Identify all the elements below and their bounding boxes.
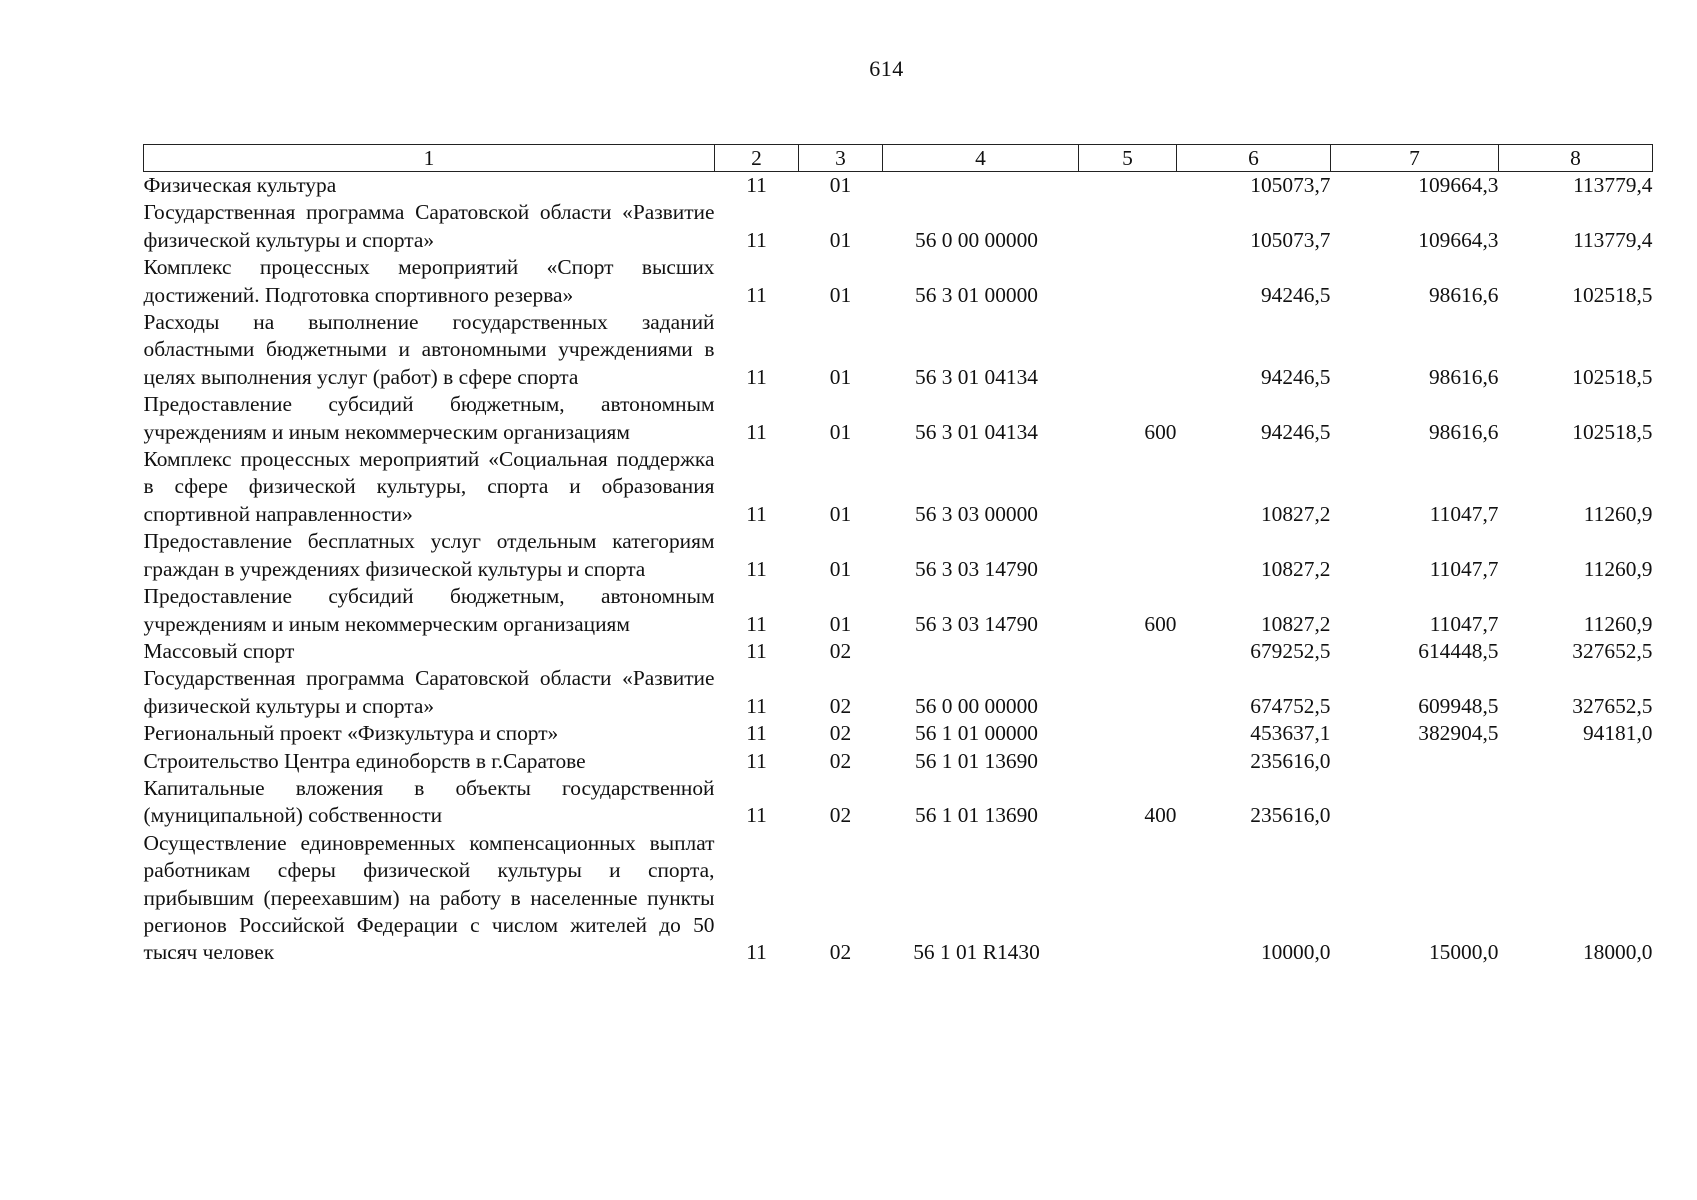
row-value-col-6: 94246,5 (1260, 364, 1331, 389)
row-expense-type (1079, 446, 1177, 528)
row-value-col-6: 235616,0 (1250, 748, 1331, 773)
row-section: 11 (746, 721, 767, 746)
row-value-col-8: 102518,5 (1572, 364, 1653, 389)
row-name: Строительство Центра единоборств в г.Саратове (143, 748, 586, 773)
header-col-8: 8 (1499, 145, 1653, 172)
row-section: 11 (746, 940, 767, 965)
header-row (144, 145, 1653, 172)
header-col-3: 3 (799, 145, 883, 172)
row-value-col-8: 11260,9 (1583, 611, 1653, 636)
row-value-col-7: 614448,5 (1418, 638, 1499, 663)
row-name: Расходы на выполнение государственных заданий областными бюджетными и автономными учреждениями в целях выполнения услуг (работ) в сфере спорта (143, 310, 715, 389)
row-subsection: 01 (829, 173, 852, 197)
row-target-article: 56 3 03 14790 (915, 556, 1038, 581)
row-target-article: 56 0 00 00000 (915, 227, 1038, 252)
page-number: 614 (869, 56, 904, 81)
row-name: Комплекс процессных мероприятий «Спорт высших достижений. Подготовка спортивного резерва» (143, 255, 715, 307)
row-value-col-6: 10827,2 (1260, 556, 1331, 581)
row-value-col-6: 10827,2 (1260, 501, 1331, 526)
row-subsection: 01 (829, 364, 852, 389)
row-value-col-8: 11260,9 (1583, 501, 1653, 526)
row-subsection: 01 (829, 227, 852, 252)
table-row (144, 830, 1653, 967)
row-value-col-8: 18000,0 (1582, 940, 1653, 965)
row-subsection: 02 (829, 721, 852, 746)
row-section: 11 (746, 227, 767, 252)
row-section: 11 (746, 419, 767, 444)
row-value-col-7: 11047,7 (1429, 611, 1499, 636)
row-section: 11 (746, 611, 767, 636)
row-value-col-6: 105073,7 (1250, 173, 1331, 197)
row-value-col-7: 109664,3 (1418, 227, 1499, 252)
row-target-article: 56 1 01 13690 (915, 748, 1038, 773)
row-expense-type: 600 (1144, 611, 1177, 636)
row-value-col-8 (1499, 748, 1653, 775)
row-value-col-8: 102518,5 (1572, 419, 1653, 444)
row-value-col-8: 94181,0 (1582, 721, 1653, 746)
row-name: Осуществление единовременных компенсационных выплат работникам сферы физической культуры и спорта, прибывшим (переехавшим) на работу в населенные пункты регионов Российской Федерации с числом жителей до 50 тысяч человек (143, 830, 715, 965)
row-value-col-8: 102518,5 (1572, 282, 1653, 307)
row-subsection: 02 (829, 803, 852, 828)
row-section: 11 (746, 803, 767, 828)
row-expense-type (1079, 665, 1177, 720)
row-subsection: 01 (829, 282, 852, 307)
row-value-col-8: 327652,5 (1572, 693, 1653, 718)
row-target-article: 56 3 01 04134 (915, 364, 1038, 389)
row-subsection: 01 (829, 611, 852, 636)
row-value-col-6: 94246,5 (1260, 419, 1331, 444)
row-section: 11 (746, 556, 767, 581)
row-value-col-7: 11047,7 (1429, 556, 1499, 581)
row-value-col-8: 11260,9 (1583, 556, 1653, 581)
row-section: 11 (746, 364, 767, 389)
row-value-col-7: 98616,6 (1428, 419, 1499, 444)
row-value-col-7: 15000,0 (1428, 940, 1499, 965)
row-expense-type (1079, 254, 1177, 309)
row-subsection: 02 (829, 748, 852, 773)
header-col-2: 2 (715, 145, 799, 172)
row-target-article (883, 638, 1079, 665)
row-value-col-7 (1331, 775, 1499, 830)
row-target-article: 56 3 03 00000 (915, 501, 1038, 526)
row-name: Предоставление бесплатных услуг отдельным категориям граждан в учреждениях физической культуры и спорта (143, 529, 715, 581)
row-name: Капитальные вложения в объекты государственной (муниципальной) собственности (143, 775, 715, 828)
row-subsection: 01 (829, 501, 852, 526)
row-subsection: 01 (829, 556, 852, 581)
table-row (144, 583, 1653, 638)
row-target-article: 56 3 03 14790 (915, 611, 1038, 636)
row-name: Региональный проект «Физкультура и спорт» (143, 721, 559, 746)
row-value-col-6: 10827,2 (1260, 611, 1331, 636)
header-col-5: 5 (1079, 145, 1177, 172)
row-section: 11 (746, 501, 767, 526)
row-expense-type: 400 (1144, 803, 1177, 828)
row-subsection: 02 (829, 940, 852, 965)
row-name: Предоставление субсидий бюджетным, автономным учреждениям и иным некоммерческим организациям (143, 392, 715, 444)
row-value-col-7: 98616,6 (1428, 364, 1499, 389)
row-expense-type (1079, 528, 1177, 583)
row-value-col-6: 10000,0 (1260, 940, 1331, 965)
row-value-col-6: 679252,5 (1250, 638, 1331, 663)
table-row (144, 720, 1653, 747)
row-value-col-6: 453637,1 (1250, 721, 1331, 746)
row-value-col-8: 327652,5 (1572, 638, 1653, 663)
row-value-col-7: 98616,6 (1428, 282, 1499, 307)
row-name: Физическая культура (143, 173, 337, 197)
row-section: 11 (746, 748, 767, 773)
row-target-article: 56 1 01 00000 (915, 721, 1038, 746)
row-expense-type (1079, 199, 1177, 254)
row-value-col-8 (1499, 775, 1653, 830)
row-expense-type (1079, 638, 1177, 665)
row-value-col-7: 609948,5 (1418, 693, 1499, 718)
row-target-article: 56 0 00 00000 (915, 693, 1038, 718)
row-section: 11 (746, 173, 767, 197)
row-subsection: 02 (829, 693, 852, 718)
row-subsection: 02 (829, 638, 852, 663)
table-row (144, 665, 1653, 720)
table-body (144, 172, 1653, 967)
table-row (144, 446, 1653, 528)
row-value-col-6: 674752,5 (1250, 693, 1331, 718)
row-value-col-6: 105073,7 (1250, 227, 1331, 252)
row-section: 11 (746, 638, 767, 663)
table-row (144, 748, 1653, 775)
row-subsection: 01 (829, 419, 852, 444)
row-target-article (883, 172, 1079, 200)
header-col-1: 1 (144, 145, 715, 172)
row-target-article: 56 3 01 00000 (915, 282, 1038, 307)
table-row (144, 775, 1653, 830)
table-row (144, 528, 1653, 583)
row-name: Комплекс процессных мероприятий «Социальная поддержка в сфере физической культуры, спорта и образования спортивной направленности» (143, 447, 715, 526)
row-value-col-8: 113779,4 (1573, 173, 1653, 197)
table-row (144, 391, 1653, 446)
row-value-col-8: 113779,4 (1573, 227, 1653, 252)
row-target-article: 56 1 01 R1430 (913, 940, 1040, 965)
row-value-col-7: 109664,3 (1418, 173, 1499, 197)
row-value-col-7 (1331, 748, 1499, 775)
row-section: 11 (746, 693, 767, 718)
header-col-4: 4 (883, 145, 1079, 172)
budget-table (143, 144, 1653, 967)
row-section: 11 (746, 282, 767, 307)
row-name: Государственная программа Саратовской области «Развитие физической культуры и спорта» (143, 200, 715, 252)
row-expense-type (1079, 309, 1177, 391)
table-row (144, 638, 1653, 665)
row-value-col-6: 235616,0 (1250, 803, 1331, 828)
row-expense-type (1079, 748, 1177, 775)
table-row (144, 199, 1653, 254)
row-expense-type (1079, 830, 1177, 967)
row-expense-type (1079, 172, 1177, 200)
row-expense-type: 600 (1144, 419, 1177, 444)
row-value-col-6: 94246,5 (1260, 282, 1331, 307)
row-target-article: 56 3 01 04134 (915, 419, 1038, 444)
row-name: Массовый спорт (143, 638, 295, 663)
row-target-article: 56 1 01 13690 (915, 803, 1038, 828)
table-row (144, 172, 1653, 200)
header-col-7: 7 (1331, 145, 1499, 172)
table-row (144, 309, 1653, 391)
header-col-6: 6 (1177, 145, 1331, 172)
row-name: Государственная программа Саратовской области «Развитие физической культуры и спорта» (143, 666, 715, 718)
row-expense-type (1079, 720, 1177, 747)
table-row (144, 254, 1653, 309)
row-name: Предоставление субсидий бюджетным, автономным учреждениям и иным некоммерческим организациям (143, 584, 715, 636)
row-value-col-7: 382904,5 (1418, 721, 1499, 746)
row-value-col-7: 11047,7 (1429, 501, 1499, 526)
